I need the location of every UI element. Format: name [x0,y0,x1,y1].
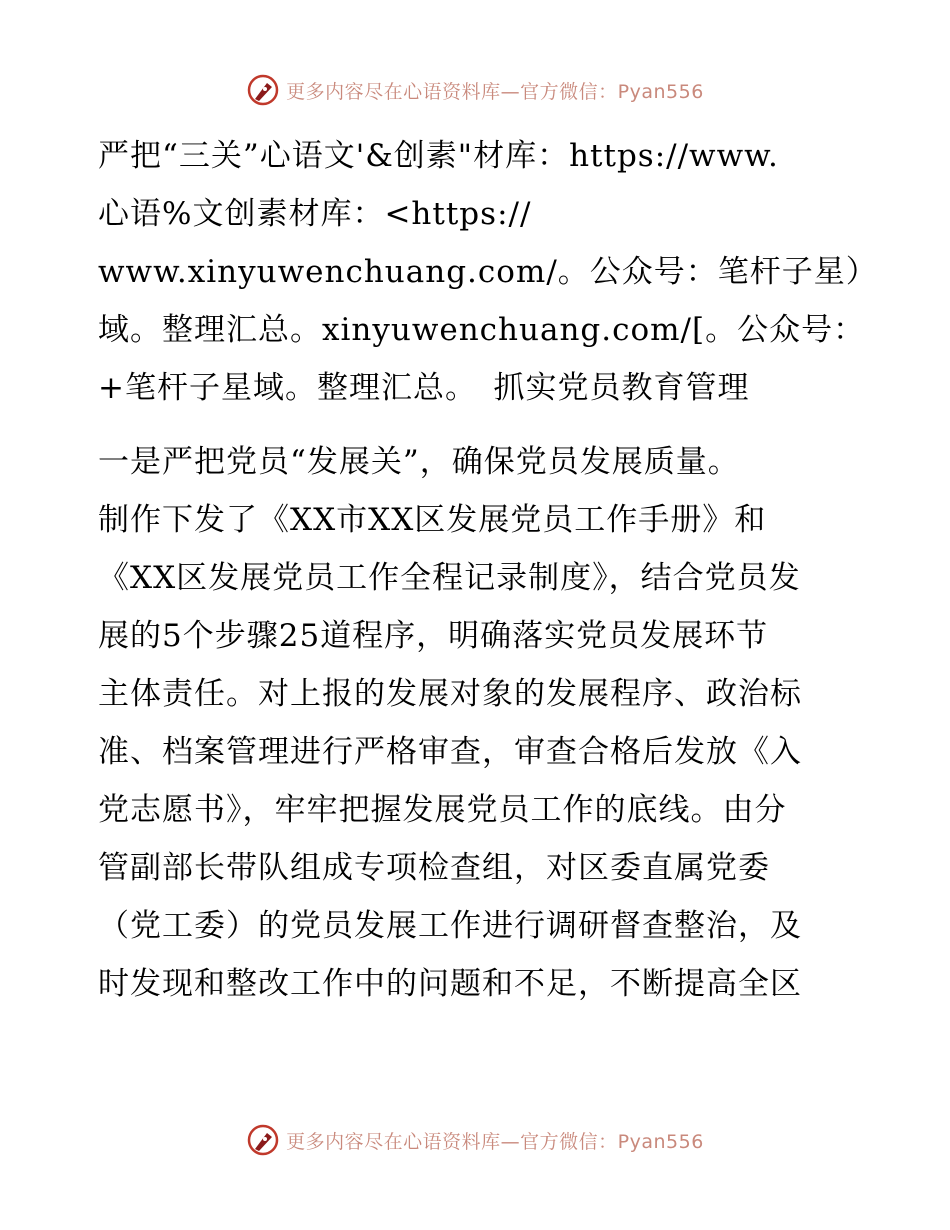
pen-nib-logo-icon [246,73,280,107]
text-line: 党志愿书》，牢牢把握发展党员工作的底线。由分 [98,792,787,828]
text-line: 域。整理汇总。xinyuwenchuang.com/[。公众号： [98,312,866,348]
text-line: （党工委）的党员发展工作进行调研督查整治，及 [98,908,802,944]
text-line: 严把“三关”心语文'&创素"材库：https://www. [98,138,779,174]
text-line: 展的5个步骤25道程序，明确落实党员发展环节 [98,618,769,654]
pen-nib-logo-icon [246,1123,280,1157]
footer-text: 更多内容尽在心语资料库—官方微信：Pyan556 [286,1130,704,1153]
footer-banner [0,1120,950,1160]
header-text: 更多内容尽在心语资料库—官方微信：Pyan556 [286,80,704,103]
text-line: +笔杆子星域。整理汇总。 抓实党员教育管理 [98,370,750,406]
text-line: 一是严把党员“发展关”，确保党员发展质量。 [98,444,740,480]
text-line: 制作下发了《XX市XX区发展党员工作手册》和 [98,502,767,538]
header-banner [0,70,950,110]
text-line: www.xinyuwenchuang.com/。公众号：笔杆子星） [98,254,878,290]
text-line: 《XX区发展党员工作全程记录制度》，结合党员发 [98,560,801,596]
text-line: 心语%文创素材库：<https:// [98,196,532,232]
text-line: 管副部长带队组成专项检查组，对区委直属党委 [98,850,770,886]
text-line: 时发现和整改工作中的问题和不足，不断提高全区 [98,966,802,1002]
text-line: 主体责任。对上报的发展对象的发展程序、政治标 [98,676,802,712]
text-line: 准、档案管理进行严格审查，审查合格后发放《入 [98,734,802,770]
